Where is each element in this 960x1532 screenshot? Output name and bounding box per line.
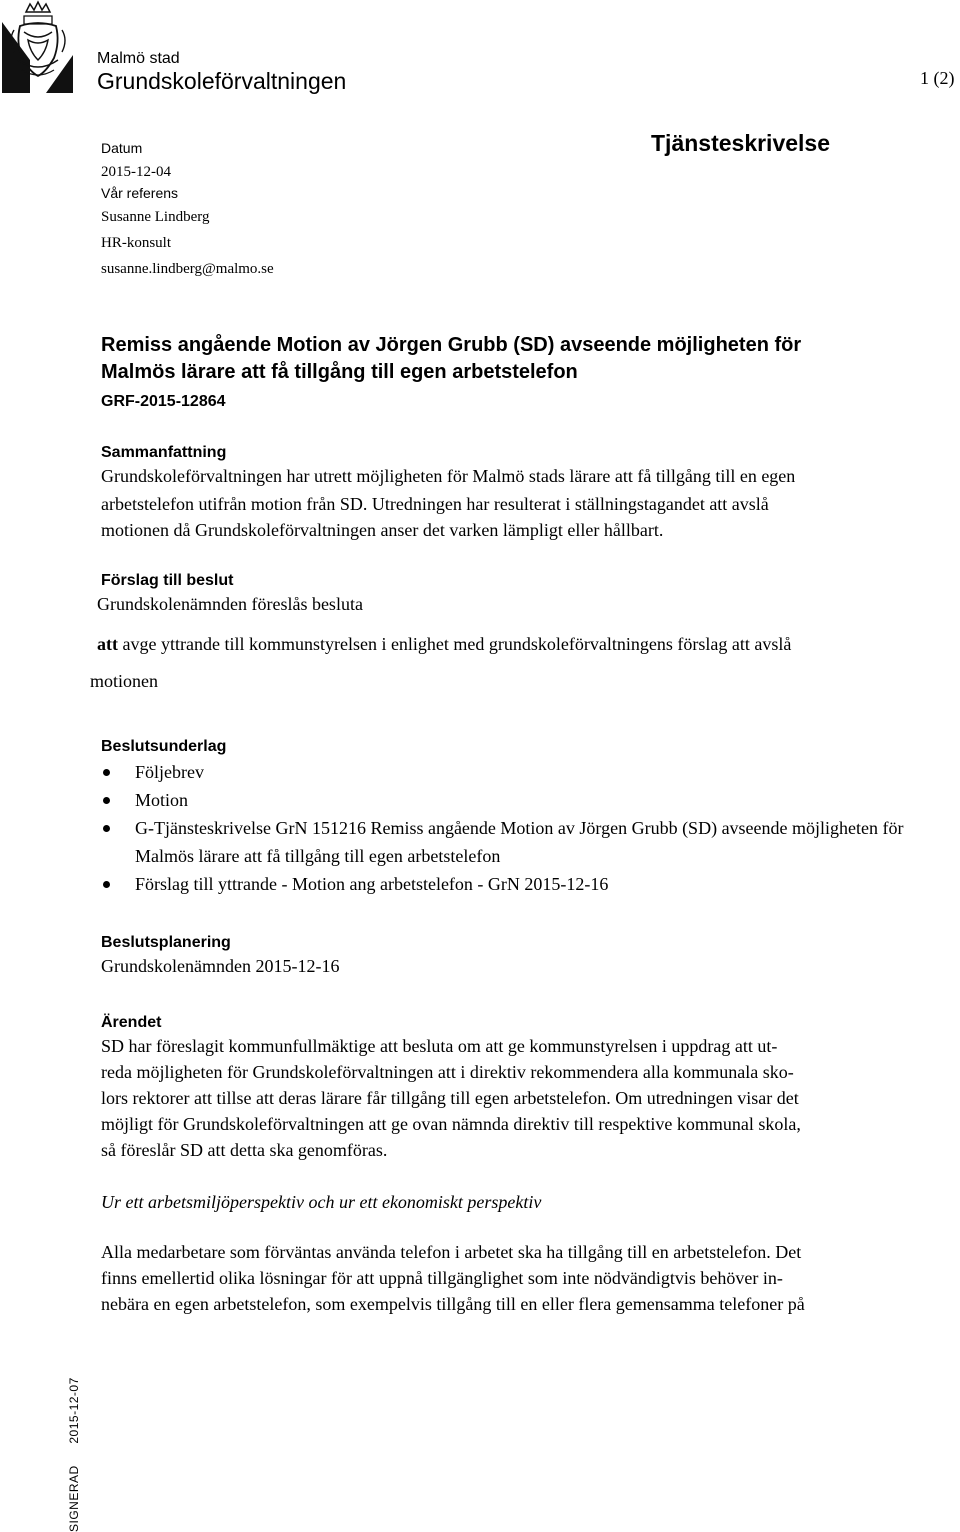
perspective-heading: Ur ett arbetsmiljöperspektiv och ur ett ekonomiskt perspektiv [101,1192,542,1212]
page-number: 1 (2) [920,68,955,88]
summary-line-3: motionen då Grundskoleförvaltningen anser det varken lämpligt eller hållbart. [101,520,664,540]
att-word: att [97,634,118,654]
document-title-line-2: Malmös lärare att få tillgång till egen arbetstelefon [101,361,578,383]
signature-stamp [67,1377,81,1532]
basis-item [101,814,951,870]
matter-line: SD har föreslagit kommunfullmäktige att besluta om att ge kommunstyrelsen i uppdrag att ut- [101,1036,778,1056]
proposal-heading: Förslag till beslut [101,572,234,589]
signature-date: 2015-12-07 [67,1377,81,1444]
basis-item [101,870,951,898]
perspective-line: Alla medarbetare som förväntas använda telefon i arbetet ska ha tillgång till en arbetstelefon. Det [101,1242,802,1262]
summary-line-2: arbetstelefon utifrån motion från SD. Utredningen har resulterat i ställningstagandet att avslå [101,494,769,514]
bullet-icon [103,881,110,888]
bullet-icon [103,825,110,832]
planning-text: Grundskolenämnden 2015-12-16 [101,956,340,976]
summary-heading: Sammanfattning [101,444,227,461]
signature-label: SIGNERAD [67,1465,81,1532]
basis-item-text: G-Tjänsteskrivelse GrN 151216 Remiss angående Motion av Jörgen Grubb (SD) avseende möjligheten för Malmös lärare att få tillgång till egen arbetstelefon [135,818,904,866]
matter-line: reda möjligheten för Grundskoleförvaltningen att i direktiv rekommendera alla kommunala sko- [101,1062,794,1082]
summary-line-1: Grundskoleförvaltningen har utrett möjligheten för Malmö stads lärare att få tillgång till en egen [101,466,796,486]
proposal-att-tail: motionen [90,671,158,691]
basis-item-text: Motion [135,790,189,810]
planning-heading: Beslutsplanering [101,934,231,951]
basis-heading: Beslutsunderlag [101,738,227,755]
att-text: avge yttrande till kommunstyrelsen i enlighet med grundskoleförvaltningens förslag att avslå [122,634,792,654]
perspective-line: finns emellertid olika lösningar för att uppnå tillgänglighet som inte nödvändigtvis behöver in- [101,1268,783,1288]
basis-item [101,786,951,814]
city-coat-of-arms-logo [0,0,75,95]
basis-item-text: Förslag till yttrande - Motion ang arbetstelefon - GrN 2015-12-16 [135,874,609,894]
reference-role: HR-konsult [101,235,172,251]
reference-email: susanne.lindberg@malmo.se [101,261,274,277]
document-type: Tjänsteskrivelse [651,130,831,156]
basis-list [101,758,951,898]
matter-line: möjligt för Grundskoleförvaltningen att ge ovan nämnda direktiv till respektive kommunal skola, [101,1114,801,1134]
bullet-icon [103,769,110,776]
bullet-icon [103,797,110,804]
document-title-line-1: Remiss angående Motion av Jörgen Grubb (SD) avseende möjligheten för [101,334,802,356]
perspective-line: nebära en egen arbetstelefon, som exempelvis tillgång till en eller flera gemensamma telefoner på [101,1294,805,1314]
case-number: GRF-2015-12864 [101,393,226,410]
matter-line: lors rektorer att tillse att deras lärare får tillgång till egen arbetstelefon. Om utredningen visar det [101,1088,799,1108]
matter-heading: Ärendet [101,1014,162,1031]
organization-department: Grundskoleförvaltningen [97,68,347,94]
proposal-att-clause [97,634,791,655]
matter-line: så föreslår SD att detta ska genomföras. [101,1140,388,1160]
basis-item-text: Följebrev [135,762,204,782]
organization-city: Malmö stad [97,50,180,67]
date-value: 2015-12-04 [101,164,171,180]
reference-name: Susanne Lindberg [101,209,210,225]
basis-item [101,758,951,786]
date-label: Datum [101,140,143,156]
proposal-intro: Grundskolenämnden föreslås besluta [97,594,363,614]
reference-label: Vår referens [101,185,179,201]
